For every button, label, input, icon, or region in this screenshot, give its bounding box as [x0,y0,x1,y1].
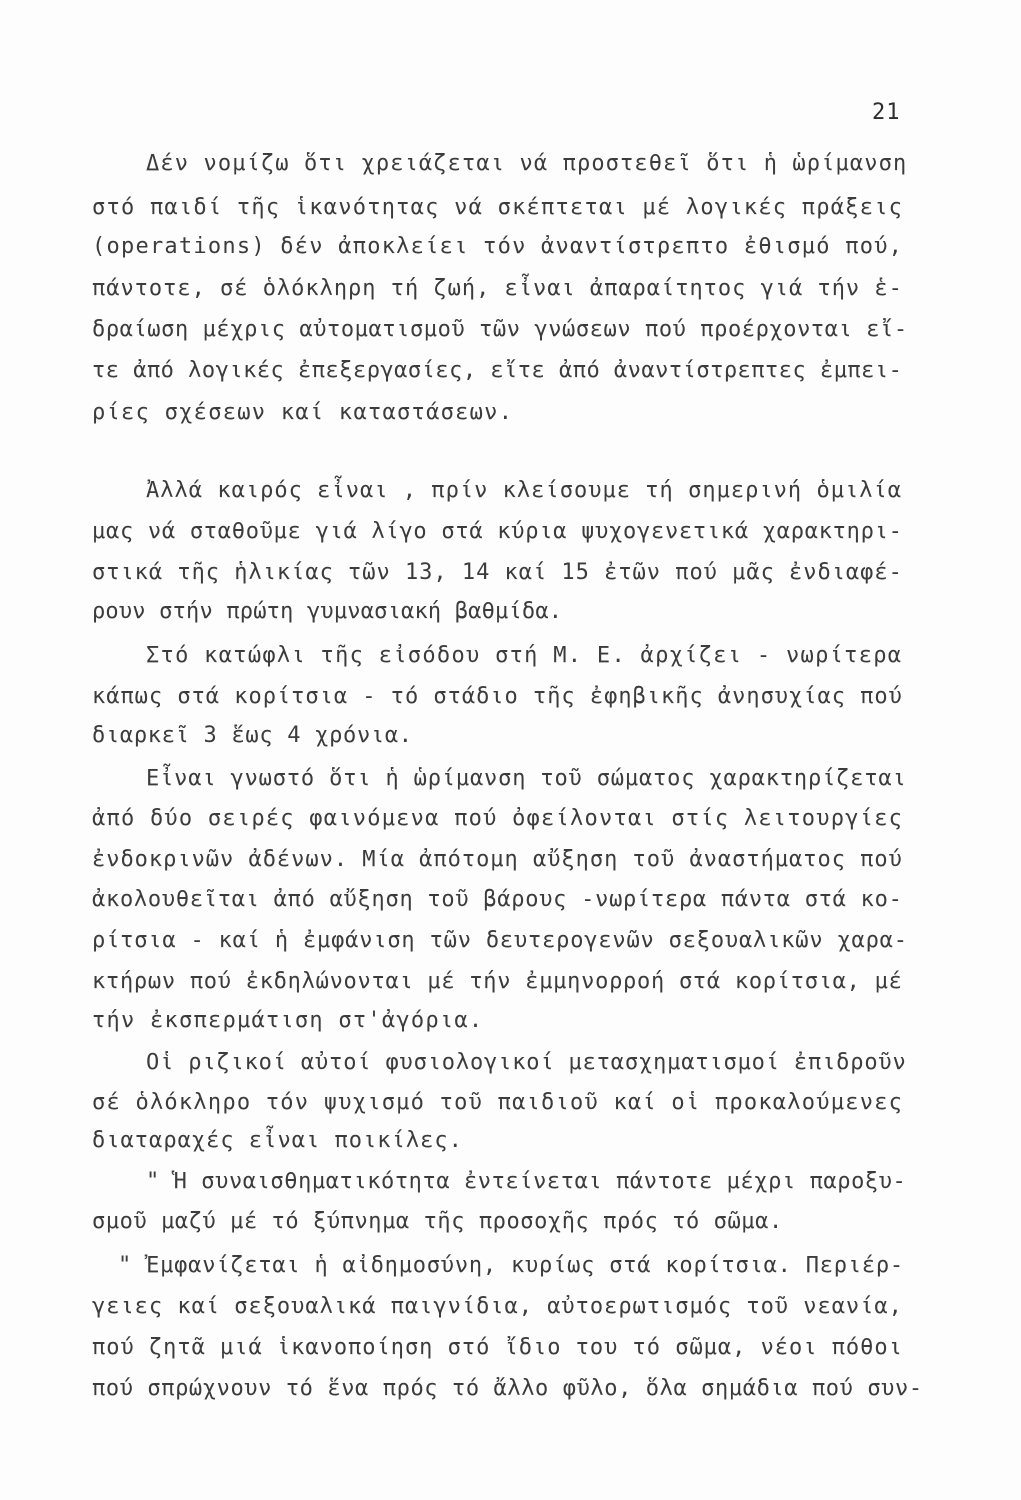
text-line: τε ἀπό λογικές ἐπεξεργασίες, εἴτε ἀπό ἀναντίστρεπτες ἐμπει- [92,358,903,383]
text-line: ρουν στήν πρώτη γυμνασιακή βαθμίδα. [92,599,563,624]
text-line: πού σπρώχνουν τό ἕνα πρός τό ἄλλο φῦλο, ὅλα σημάδια πού συν- [92,1376,923,1401]
text-line: μας νά σταθοῦμε γιά λίγο στά κύρια ψυχογενετικά χαρακτηρι- [92,519,903,544]
text-line: ἐνδοκρινῶν ἀδένων. Μία ἀπότομη αὔξηση τοῦ ἀναστήματος πού [92,847,903,872]
text-line: στό παιδί τῆς ἱκανότητας νά σκέπτεται μέ λογικές πράξεις [92,195,904,220]
text-line: τήν ἐκσπερμάτιση στ'ἀγόρια. [92,1008,484,1033]
text-line: ρίες σχέσεων καί καταστάσεων. [92,400,514,425]
text-line: κτήρων πού ἐκδηλώνονται μέ τήν ἐμμηνορροή στά κορίτσια, μέ [92,969,903,994]
text-line: Στό κατώφλι τῆς εἰσόδου στή Μ. Ε. ἀρχίζει - νωρίτερα [146,643,903,668]
text-line: διαταραχές εἶναι ποικίλες. [92,1128,463,1153]
text-line: " Ἐμφανίζεται ἡ αἰδημοσύνη, κυρίως στά κορίτσια. Περιέρ- [118,1253,904,1278]
text-line: Οἱ ριζικοί αὐτοί φυσιολογικοί μετασχηματισμοί ἐπιδροῦν [146,1050,907,1075]
text-line: κάπως στά κορίτσια - τό στάδιο τῆς ἐφηβικῆς ἀνησυχίας πού [92,684,903,709]
text-line: στικά τῆς ἡλικίας τῶν 13, 14 καί 15 ἐτῶν πού μᾶς ἐνδιαφέ- [92,560,903,585]
text-line: γειες καί σεξουαλικά παιγνίδια, αὐτοερωτισμός τοῦ νεανία, [92,1294,903,1319]
text-line: δραίωση μέχρις αὐτοματισμοῦ τῶν γνώσεων πού προέρχονται εἴ- [92,317,908,342]
text-line: ρίτσια - καί ἡ ἐμφάνιση τῶν δευτερογενῶν σεξουαλικῶν χαρα- [92,928,908,953]
text-line: διαρκεῖ 3 ἕως 4 χρόνια. [92,723,413,748]
text-line: ἀκολουθεῖται ἀπό αὔξηση τοῦ βάρους -νωρίτερα πάντα στά κο- [92,887,903,912]
text-line: σέ ὁλόκληρο τόν ψυχισμό τοῦ παιδιοῦ καί οἱ προκαλούμενες [92,1090,904,1115]
text-line: πάντοτε, σέ ὁλόκληρη τή ζωή, εἶναι ἀπαραίτητος γιά τήν ἑ- [92,276,903,301]
text-line: Ἀλλά καιρός εἶναι , πρίν κλείσουμε τή σημερινή ὁμιλία [146,478,903,503]
text-line: πού ζητᾶ μιά ἱκανοποίηση στό ἴδιο του τό σῶμα, νέοι πόθοι [92,1335,903,1360]
page-number: 21 [872,100,901,125]
text-line: Εἶναι γνωστό ὅτι ἡ ὡρίμανση τοῦ σώματος χαρακτηρίζεται [146,766,907,791]
text-line: Δέν νομίζω ὅτι χρειάζεται νά προστεθεῖ ὅτι ἡ ὡρίμανση [146,151,908,176]
text-line: (operations) δέν ἀποκλείει τόν ἀναντίστρεπτο ἐθισμό πού, [92,234,904,259]
text-line: " Ἡ συναισθηματικότητα ἐντείνεται πάντοτε μέχρι παροξυ- [146,1169,907,1194]
text-line: ἀπό δύο σειρές φαινόμενα πού ὀφείλονται στίς λειτουργίες [92,806,904,831]
text-line: σμοῦ μαζύ μέ τό ξύπνημα τῆς προσοχῆς πρός τό σῶμα. [92,1209,783,1234]
